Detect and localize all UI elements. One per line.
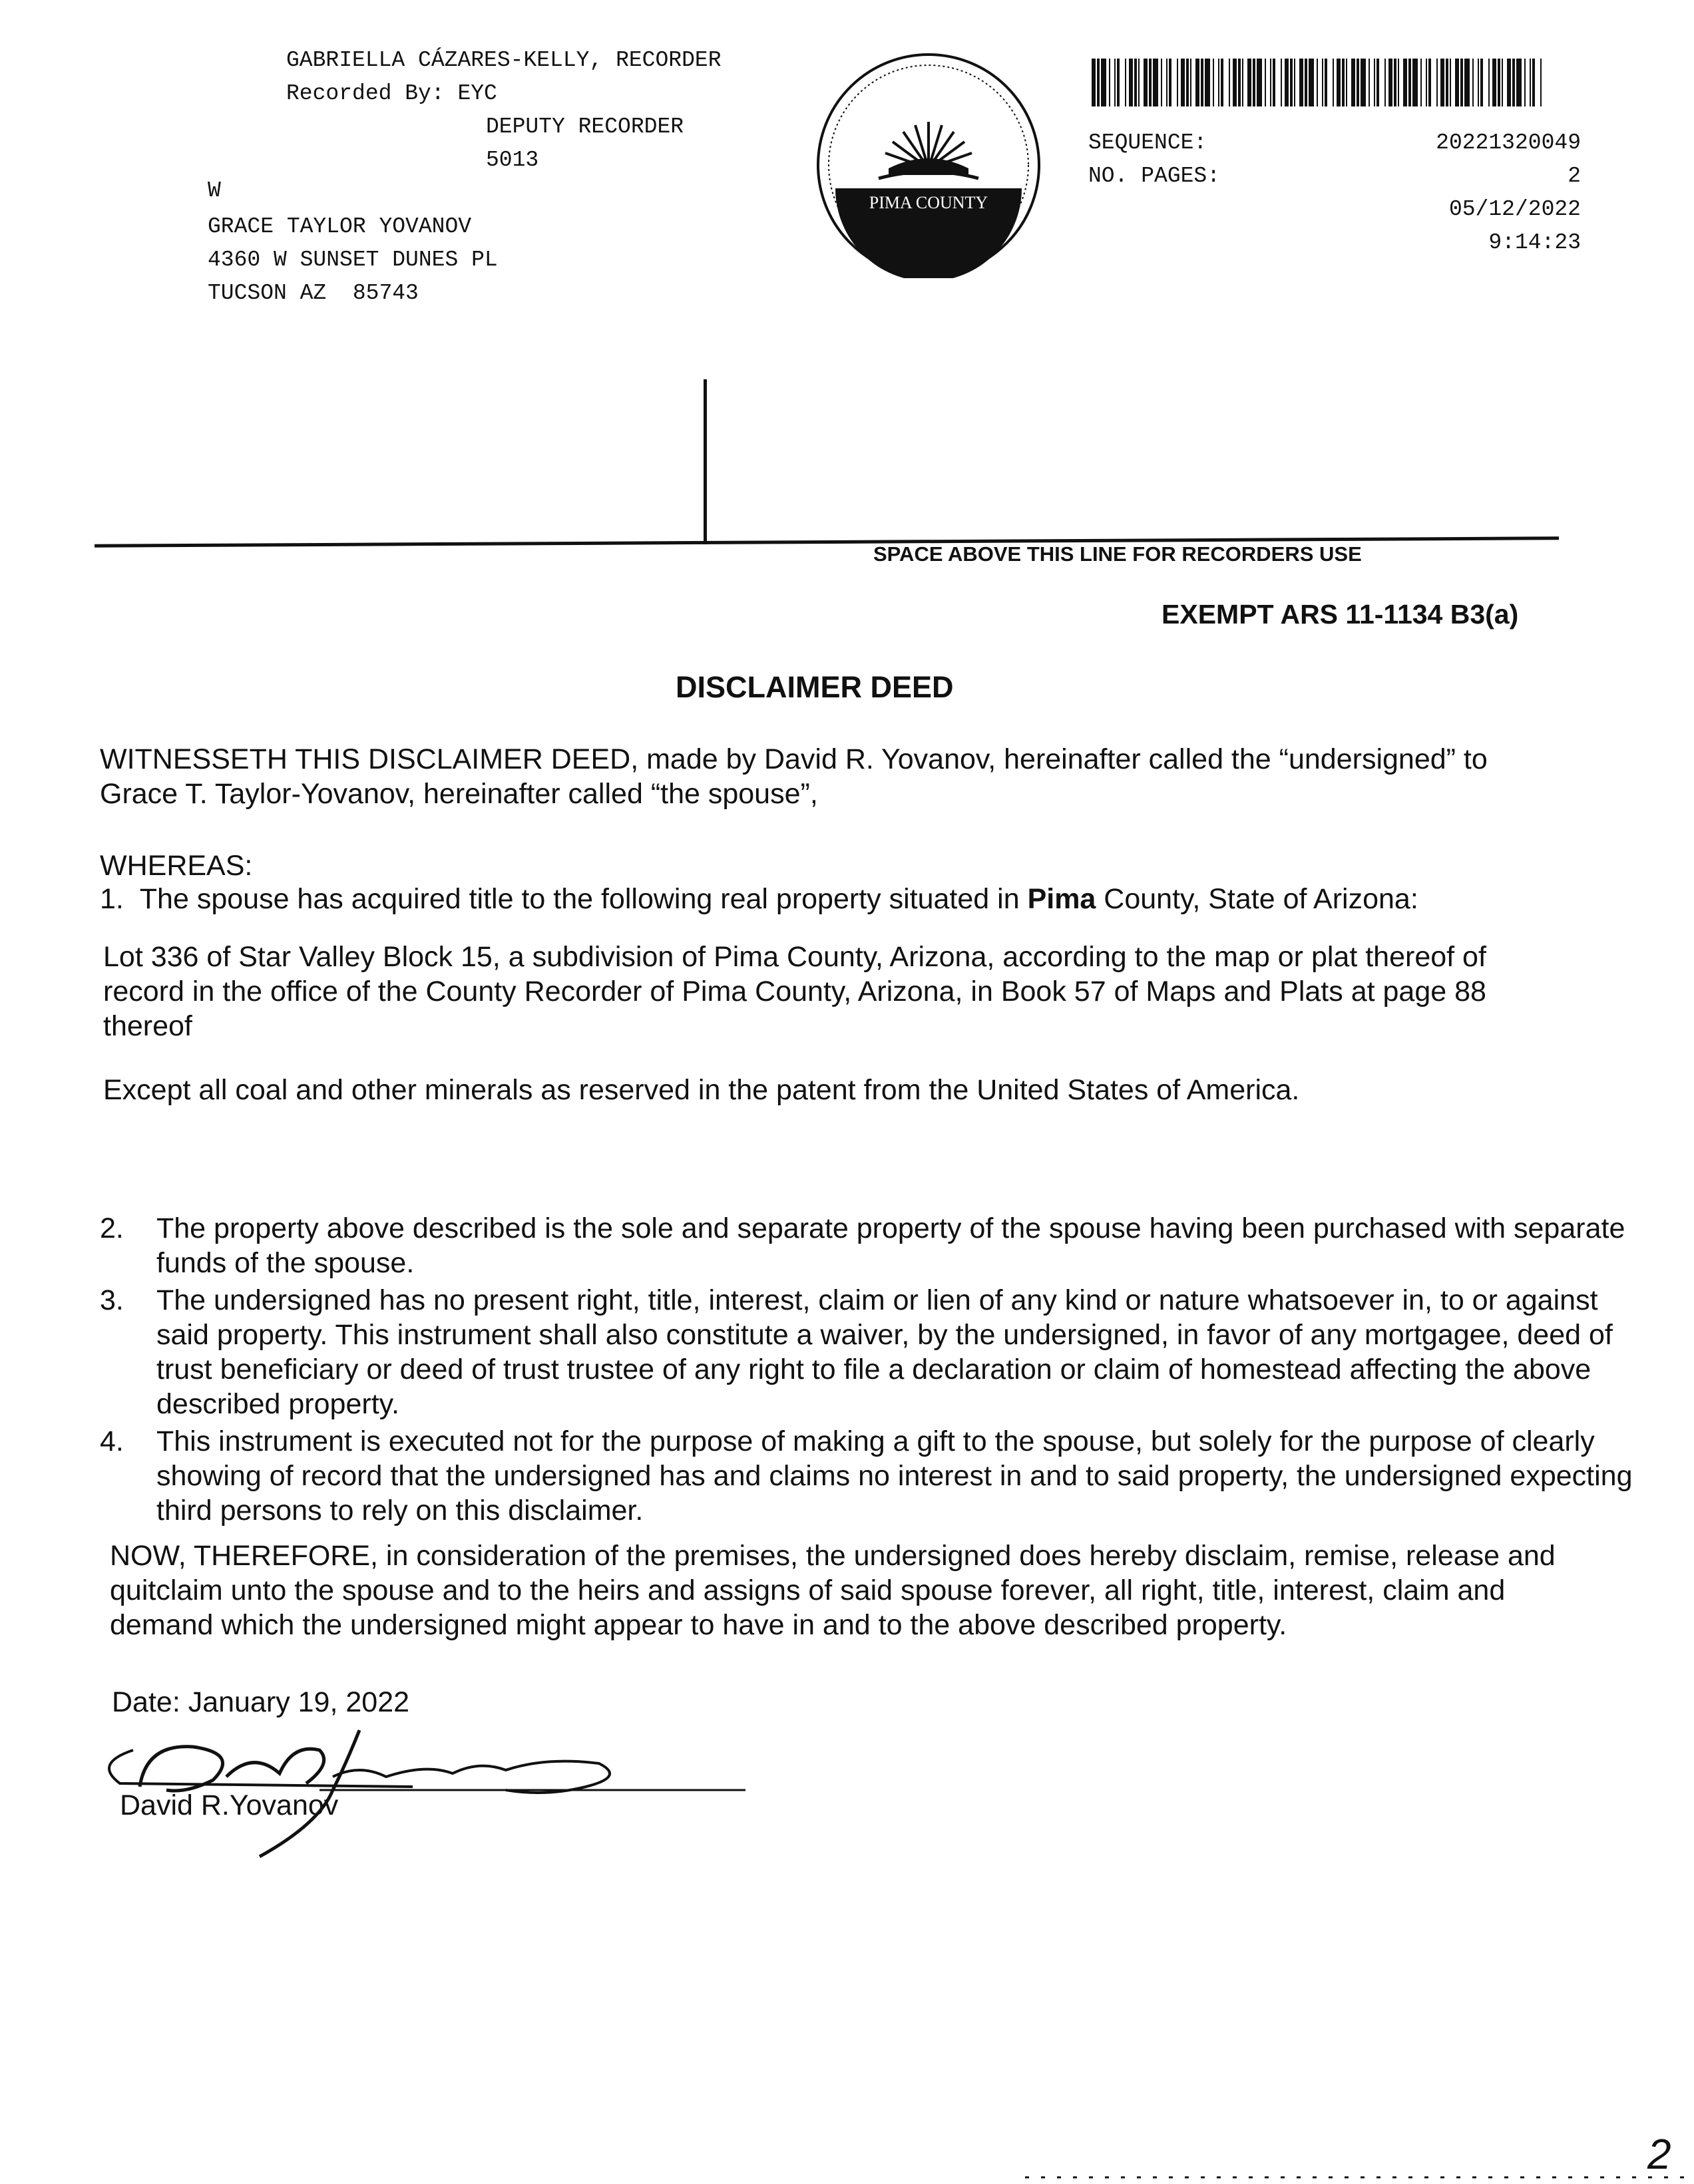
barcode-bar bbox=[1502, 59, 1503, 106]
barcode-bar bbox=[1480, 59, 1483, 106]
barcode-bar bbox=[1265, 59, 1266, 106]
barcode-bar bbox=[1388, 59, 1392, 106]
barcode-bar bbox=[1092, 59, 1096, 106]
barcode-bar bbox=[1530, 59, 1531, 106]
barcode-bar bbox=[1524, 59, 1526, 106]
page-mark: 2 bbox=[1647, 2130, 1671, 2178]
barcode-bar bbox=[1129, 59, 1133, 106]
pima-county-seal bbox=[815, 52, 1042, 278]
barcode-bar bbox=[1460, 59, 1463, 106]
barcode-bar bbox=[1097, 59, 1100, 106]
barcode-bar bbox=[1169, 59, 1171, 106]
barcode-bar bbox=[1101, 59, 1106, 106]
barcode-bar bbox=[1285, 59, 1289, 106]
barcode-bar bbox=[1195, 59, 1199, 106]
barcode-bar bbox=[1357, 59, 1359, 106]
item-2 bbox=[100, 1211, 1647, 1280]
seal-text: PIMA COUNTY bbox=[869, 193, 988, 212]
barcode-bar bbox=[1472, 59, 1474, 106]
recorded-by-label: Recorded By: bbox=[286, 81, 445, 106]
barcode-bar bbox=[1281, 59, 1282, 106]
barcode-bar bbox=[1450, 59, 1451, 106]
barcode-bar bbox=[1426, 59, 1427, 106]
barcode-bar bbox=[1221, 59, 1223, 106]
barcode-bar bbox=[1516, 59, 1522, 106]
recording-info bbox=[1088, 126, 1581, 260]
item-4-number: 4. bbox=[100, 1425, 124, 1457]
barcode-bar bbox=[1114, 59, 1116, 106]
recorded-by-value: EYC bbox=[457, 81, 497, 106]
barcode-bar bbox=[1384, 59, 1386, 106]
barcode-bar bbox=[1337, 59, 1341, 106]
mineral-exception: Except all coal and other minerals as reserved in the patent from the United States of America. bbox=[103, 1074, 1300, 1106]
barcode-bar bbox=[1299, 59, 1303, 106]
conclusion-paragraph: NOW, THEREFORE, in consideration of the premises, the undersigned does hereby disclaim, remise, release and quitclaim unto the spouse and to the heirs and assigns of said spouse forever, all right, title, interest, claim and demand which the undersigned might appear to have in and to the above described property. bbox=[110, 1540, 1556, 1641]
bottom-edge-dashes bbox=[1025, 2175, 1691, 2180]
barcode-bar bbox=[1242, 59, 1243, 106]
item-3 bbox=[100, 1283, 1647, 1421]
barcode-bar bbox=[1455, 59, 1459, 106]
barcode-bar bbox=[1290, 59, 1293, 106]
barcode-bar bbox=[1361, 59, 1366, 106]
barcode-bar bbox=[1325, 59, 1327, 106]
recording-time: 9:14:23 bbox=[1488, 230, 1581, 255]
barcode-bar bbox=[1190, 59, 1191, 106]
barcode-bar bbox=[1166, 59, 1167, 106]
signing-date: Date: January 19, 2022 bbox=[112, 1686, 410, 1718]
pages-value: 2 bbox=[1568, 164, 1581, 188]
barcode-bar bbox=[1420, 59, 1422, 106]
barcode-bar bbox=[1492, 59, 1496, 106]
barcode-bar bbox=[1213, 59, 1214, 106]
barcode-bar bbox=[1428, 59, 1431, 106]
barcode-bar bbox=[1322, 59, 1323, 106]
barcode-bar bbox=[1317, 59, 1318, 106]
item-2-text: The property above described is the sole and separate property of the spouse having been purchased with separate funds of the spouse. bbox=[156, 1212, 1625, 1279]
barcode-bar bbox=[1125, 59, 1126, 106]
barcode-image bbox=[1092, 59, 1544, 106]
barcode-bar bbox=[1478, 59, 1479, 106]
mailing-address bbox=[208, 210, 498, 310]
vertical-divider bbox=[704, 379, 707, 544]
barcode-bar bbox=[1346, 59, 1347, 106]
barcode-bar bbox=[1138, 59, 1140, 106]
item-4-text: This instrument is executed not for the purpose of making a gift to the spouse, but solely for the purpose of clearly showing of record that the undersigned has and claims no interest in and to said property, the undersigned expecting third persons to rely on this disclaimer. bbox=[156, 1425, 1633, 1527]
barcode-bar bbox=[1201, 59, 1203, 106]
recorder-use-caption: SPACE ABOVE THIS LINE FOR RECORDERS USE bbox=[873, 542, 1362, 566]
barcode-bar bbox=[1369, 59, 1370, 106]
mailing-street: 4360 W SUNSET DUNES PL bbox=[208, 248, 498, 272]
mailing-city: TUCSON AZ 85743 bbox=[208, 281, 419, 305]
barcode-bar bbox=[1257, 59, 1262, 106]
barcode-bar bbox=[1305, 59, 1307, 106]
barcode-bar bbox=[1181, 59, 1185, 106]
barcode-bar bbox=[1247, 59, 1251, 106]
item-4 bbox=[100, 1424, 1647, 1528]
barcode-bar bbox=[1218, 59, 1219, 106]
barcode-bar bbox=[1109, 59, 1110, 106]
whereas-heading: WHEREAS: bbox=[100, 850, 253, 882]
pages-label: NO. PAGES: bbox=[1088, 164, 1221, 188]
pages-row bbox=[1088, 160, 1581, 193]
barcode-bar bbox=[1205, 59, 1210, 106]
barcode-bar bbox=[1270, 59, 1271, 106]
numbered-items bbox=[100, 1211, 1647, 1531]
barcode-bar bbox=[1149, 59, 1152, 106]
barcode-bar bbox=[1229, 59, 1230, 106]
barcode-bar bbox=[1394, 59, 1396, 106]
barcode-bar bbox=[1412, 59, 1418, 106]
barcode-bar bbox=[1144, 59, 1148, 106]
legal-description: Lot 336 of Star Valley Block 15, a subdivision of Pima County, Arizona, according to the map or plat thereof of record in the office of the County Recorder of Pima County, Arizona, in Book 57 of Maps and Plats at page 88 thereof bbox=[103, 941, 1486, 1042]
barcode-bar bbox=[1342, 59, 1345, 106]
barcode-bar bbox=[1398, 59, 1399, 106]
recording-date: 05/12/2022 bbox=[1448, 197, 1581, 222]
item-1-text-b: County, State of Arizona: bbox=[1096, 883, 1418, 915]
recorded-by-line bbox=[286, 77, 722, 110]
barcode-bar bbox=[1294, 59, 1295, 106]
exempt-notice: EXEMPT ARS 11-1134 B3(a) bbox=[1162, 599, 1519, 630]
signer-name: David R.Yovanov bbox=[120, 1789, 339, 1821]
barcode-bar bbox=[1540, 59, 1542, 106]
barcode-bar bbox=[1464, 59, 1470, 106]
barcode-bar bbox=[1440, 59, 1444, 106]
barcode-bar bbox=[1351, 59, 1355, 106]
barcode-bar bbox=[1233, 59, 1237, 106]
sequence-value: 20221320049 bbox=[1436, 130, 1581, 155]
barcode-bar bbox=[1498, 59, 1500, 106]
barcode-bar bbox=[1488, 59, 1490, 106]
barcode-bar bbox=[1134, 59, 1137, 106]
recorder-name: GABRIELLA CÁZARES-KELLY, RECORDER bbox=[286, 48, 722, 73]
barcode-bar bbox=[1512, 59, 1515, 106]
barcode-bar bbox=[1177, 59, 1178, 106]
barcode-bar bbox=[1376, 59, 1379, 106]
deputy-title: DEPUTY RECORDER bbox=[486, 114, 684, 139]
barcode-bar bbox=[1186, 59, 1189, 106]
barcode-bar bbox=[1507, 59, 1511, 106]
barcode-bar bbox=[1374, 59, 1375, 106]
item-3-text: The undersigned has no present right, title, interest, claim or lien of any kind or nature whatsoever in, to or against said property. This instrument shall also constitute a waiver, by the undersigned, in favor of any mortgagee, deed of trust beneficiary or deed of trust trustee of any right to file a declaration or claim of homestead affecting the above described property. bbox=[156, 1284, 1613, 1420]
barcode-bar bbox=[1238, 59, 1241, 106]
recorder-block bbox=[286, 44, 722, 177]
barcode-bar bbox=[1153, 59, 1158, 106]
document-title: DISCLAIMER DEED bbox=[676, 670, 954, 704]
barcode-bar bbox=[1161, 59, 1162, 106]
sequence-label: SEQUENCE: bbox=[1088, 130, 1207, 155]
mailing-name: GRACE TAYLOR YOVANOV bbox=[208, 214, 472, 239]
sequence-row bbox=[1088, 126, 1581, 160]
barcode-bar bbox=[1436, 59, 1438, 106]
barcode-bar bbox=[1403, 59, 1407, 106]
item-1-county: Pima bbox=[1027, 883, 1096, 915]
item-1 bbox=[100, 882, 1564, 916]
item-3-number: 3. bbox=[100, 1284, 124, 1316]
barcode-bar bbox=[1273, 59, 1275, 106]
return-code: W bbox=[208, 178, 221, 203]
barcode-bar bbox=[1253, 59, 1255, 106]
barcode-bar bbox=[1117, 59, 1120, 106]
barcode-bar bbox=[1408, 59, 1411, 106]
barcode-bar bbox=[1532, 59, 1535, 106]
item-1-text-a: The spouse has acquired title to the following real property situated in bbox=[139, 883, 1028, 915]
barcode-bar bbox=[1446, 59, 1448, 106]
item-2-number: 2. bbox=[100, 1212, 124, 1244]
item-1-number: 1. bbox=[100, 883, 124, 915]
barcode-bar bbox=[1333, 59, 1334, 106]
intro-paragraph: WITNESSETH THIS DISCLAIMER DEED, made by David R. Yovanov, hereinafter called the “undersigned” to Grace T. Taylor-Yovanov, hereinafter called “the spouse”, bbox=[100, 743, 1488, 810]
deputy-number: 5013 bbox=[486, 148, 539, 172]
barcode-bar bbox=[1309, 59, 1314, 106]
